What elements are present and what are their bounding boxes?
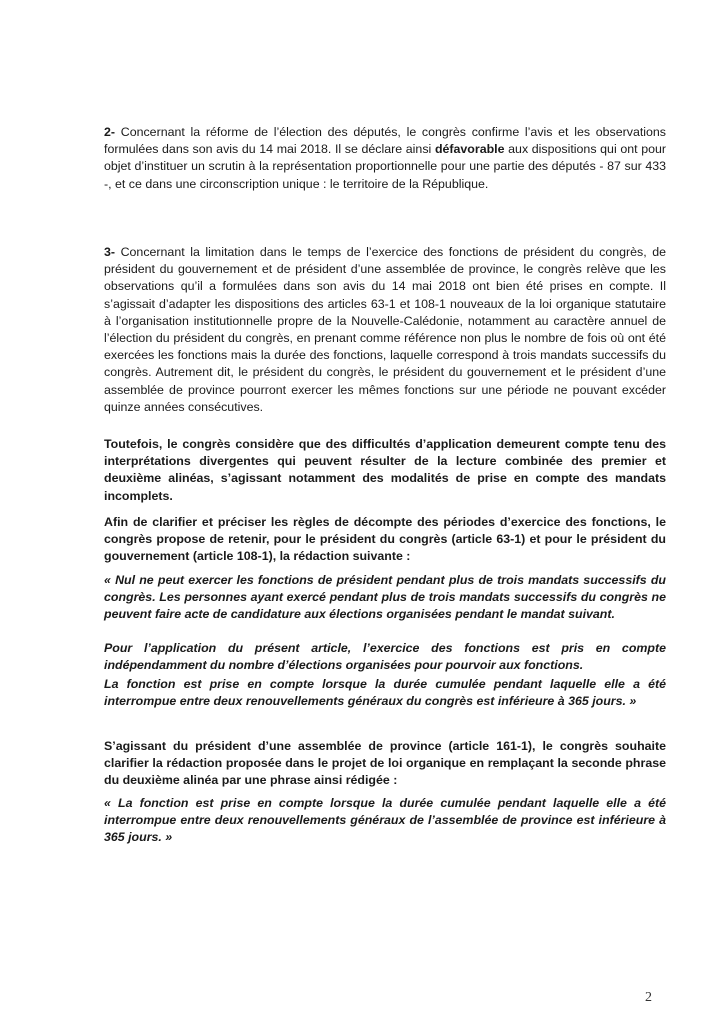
quote-paragraph-2: Pour l’application du présent article, l’exercice des fonctions est pris en compte indépendamment du nombre d’élections organisées pour pourvoir aux fonctions. [104,641,666,673]
quote-paragraph-3: La fonction est prise en compte lorsque la durée cumulée pendant laquelle elle a été interrompue entre deux renouvellements généraux du congrès est inférieure à 365 jours. » [104,677,666,709]
section-2-bold-word: défavorable [434,142,505,157]
page-number: 2 [645,990,652,1005]
paragraph-section-2 [104,124,666,193]
section-2-text-after: aux dispositions qui ont pour objet d’instituer un scrutin à la représentation proportionnelle pour une partie des députés - 87 sur 433 -, et ce dans une circonscription unique : le territoire de la République. [104,142,666,191]
section-3-text: Concernant la limitation dans le temps de l’exercice des fonctions de président du congrès, de président du gouvernement et de président d’une assemblée de province, le congrès relève que les observations qu’il a formulées dans son avis du 14 mai 2018 ont bien été prises en compte. Il s’agissait d’adapter les dispositions des articles 63-1 et 108-1 nouveaux de la loi organique statutaire à l’organisation institutionnelle propre de la Nouvelle-Calédonie, notamment au caractère annuel de l’élection du président du congrès, en prenant comme référence non plus le nombre de fois où ont été exercées les fonctions mais la durée des fonctions, laquelle correspond à trois mandats successifs du congrès. Autrement dit, le président du congrès, le président du gouvernement et le président d’une assemblée de province pourront exercer les mêmes fonctions sur une période ne pouvant excéder quinze années consécutives. [104,245,666,414]
paragraph-afin: Afin de clarifier et préciser les règles de décompte des périodes d’exercice des fonctions, le congrès propose de retenir, pour le président du congrès (article 63-1) et pour le président du gouvernement (article 108-1), la rédaction suivante : [104,515,666,564]
paragraph-toutefois: Toutefois, le congrès considère que des difficultés d’application demeurent compte tenu des interprétations divergentes qui peuvent résulter de la lecture combinée des premier et deuxième alinéas, s’agissant notamment des modalités de prise en compte des mandats incomplets. [104,437,666,503]
paragraph-section-3 [104,244,666,416]
section-number-2: 2- [104,125,116,139]
quote-paragraph-1: « Nul ne peut exercer les fonctions de président pendant plus de trois mandats successifs du congrès. Les personnes ayant exercé pendant plus de trois mandats successifs du congrès ne peuvent faire acte de candidature aux élections organisées pendant le mandat suivant. [104,573,666,622]
section-2-text-before: Concernant la réforme de l’élection des députés, le congrès confirme l’avis et les observations formulées dans son avis du 14 mai 2018. Il se déclare ainsi [104,125,667,157]
section-number-3: 3- [104,245,116,259]
quote-paragraph-4: « La fonction est prise en compte lorsque la durée cumulée pendant laquelle elle a été interrompue entre deux renouvellements généraux de l’assemblée de province est inférieure à 365 jours. » [104,796,666,845]
paragraph-province: S’agissant du président d’une assemblée de province (article 161-1), le congrès souhaite clarifier la rédaction proposée dans le projet de loi organique en remplaçant la seconde phrase du deuxième alinéa par une phrase ainsi rédigée : [104,739,666,788]
